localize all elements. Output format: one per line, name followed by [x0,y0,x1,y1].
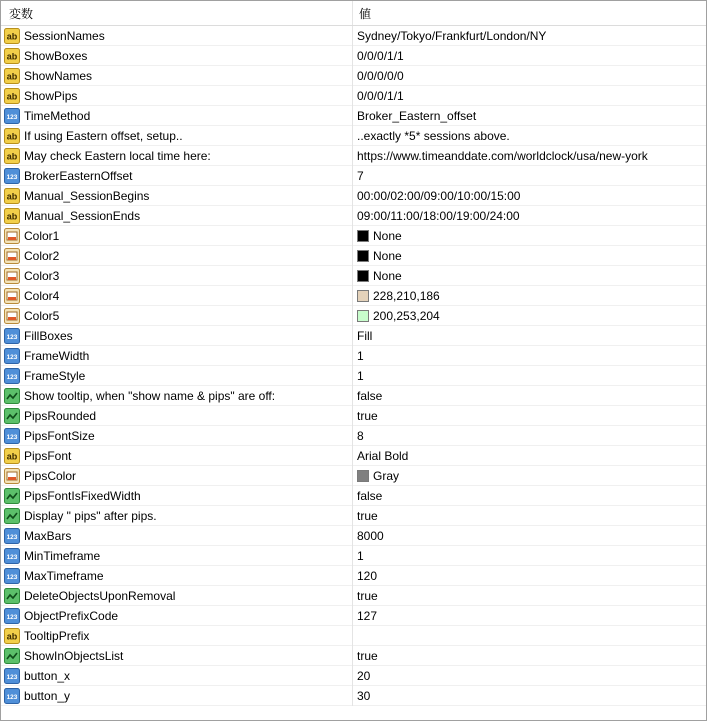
variable-name: May check Eastern local time here: [24,149,211,163]
variable-name: button_y [24,689,71,703]
table-row[interactable] [1,606,706,626]
svg-text:ab: ab [6,211,18,222]
color-swatch[interactable] [357,290,369,302]
grid-body [1,26,706,706]
value-cell[interactable] [353,646,706,666]
bool-type-icon [4,388,20,404]
value-cell[interactable] [353,246,706,266]
variable-value[interactable]: 1 [357,349,364,363]
bool-type-icon [4,648,20,664]
variable-name: FillBoxes [24,329,73,343]
svg-text:ab: ab [6,91,18,102]
value-cell[interactable] [353,606,706,626]
value-cell[interactable] [353,686,706,706]
color-type-icon [4,308,20,324]
table-row[interactable] [1,106,706,126]
table-row[interactable] [1,386,706,406]
variable-cell [1,286,353,306]
variable-cell [1,466,353,486]
variable-name: PipsColor [24,469,77,483]
variable-value[interactable]: Sydney/Tokyo/Frankfurt/London/NY [357,29,547,43]
svg-text:123: 123 [6,374,18,381]
value-cell[interactable] [353,386,706,406]
svg-text:ab: ab [6,631,18,642]
value-cell[interactable] [353,306,706,326]
variable-cell [1,666,353,686]
svg-text:ab: ab [6,191,18,202]
table-row[interactable] [1,346,706,366]
table-row[interactable] [1,66,706,86]
value-cell[interactable] [353,326,706,346]
color-type-icon [4,228,20,244]
color-type-icon [4,248,20,264]
variable-cell [1,446,353,466]
grid-header [1,1,706,26]
value-cell[interactable] [353,506,706,526]
bool-type-icon [4,408,20,424]
variable-cell [1,226,353,246]
integer-type-icon [4,608,20,624]
svg-text:ab: ab [6,151,18,162]
table-row[interactable] [1,686,706,706]
variable-cell [1,566,353,586]
svg-text:123: 123 [6,694,18,701]
color-swatch[interactable] [357,270,369,282]
table-row[interactable] [1,86,706,106]
variable-value[interactable]: 09:00/11:00/18:00/19:00/24:00 [357,209,520,223]
bool-type-icon [4,508,20,524]
variable-cell [1,146,353,166]
variable-cell [1,626,353,646]
table-row[interactable] [1,406,706,426]
svg-text:123: 123 [6,334,18,341]
value-cell[interactable] [353,446,706,466]
variable-cell [1,546,353,566]
variable-value[interactable]: 228,210,186 [373,289,440,303]
svg-text:ab: ab [6,451,18,462]
table-row[interactable] [1,426,706,446]
variable-name: ShowInObjectsList [24,649,124,663]
color-swatch[interactable] [357,470,369,482]
value-cell[interactable] [353,346,706,366]
variable-name: If using Eastern offset, setup.. [24,129,183,143]
svg-text:123: 123 [6,574,18,581]
variable-value[interactable]: 0/0/0/0/0 [357,69,404,83]
variable-value[interactable]: 30 [357,689,371,703]
integer-type-icon [4,168,20,184]
integer-type-icon [4,368,20,384]
variable-cell [1,326,353,346]
variable-name: PipsFont [24,449,72,463]
table-row[interactable] [1,506,706,526]
table-row[interactable] [1,446,706,466]
string-type-icon [4,128,20,144]
table-row[interactable] [1,26,706,46]
table-row[interactable] [1,586,706,606]
variable-value[interactable]: true [357,589,378,603]
variable-value[interactable]: 7 [357,169,364,183]
value-cell[interactable] [353,586,706,606]
variable-cell [1,426,353,446]
color-swatch[interactable] [357,250,369,262]
variable-value[interactable]: 20 [357,669,371,683]
table-row[interactable] [1,146,706,166]
color-type-icon [4,468,20,484]
variable-value[interactable]: false [357,389,383,403]
variable-name: MaxBars [24,529,72,543]
value-cell[interactable] [353,526,706,546]
variable-cell [1,646,353,666]
integer-type-icon [4,668,20,684]
table-row[interactable] [1,566,706,586]
value-cell[interactable] [353,226,706,246]
value-cell[interactable] [353,106,706,126]
variable-cell [1,506,353,526]
variable-name: Color4 [24,289,60,303]
variable-cell [1,186,353,206]
integer-type-icon [4,428,20,444]
variable-value[interactable]: https://www.timeanddate.com/worldclock/usa/new-york [357,149,648,163]
integer-type-icon [4,548,20,564]
integer-type-icon [4,108,20,124]
svg-text:123: 123 [6,174,18,181]
svg-text:123: 123 [6,354,18,361]
table-row[interactable] [1,166,706,186]
variable-cell [1,66,353,86]
value-cell[interactable] [353,146,706,166]
variable-value[interactable]: 1 [357,549,364,563]
string-type-icon [4,188,20,204]
variable-cell [1,26,353,46]
value-cell[interactable] [353,666,706,686]
color-type-icon [4,288,20,304]
variable-name: Color1 [24,229,60,243]
variable-value[interactable]: ..exactly *5* sessions above. [357,129,510,143]
variable-value[interactable]: None [373,229,402,243]
table-row[interactable] [1,526,706,546]
variable-cell [1,46,353,66]
value-cell[interactable] [353,126,706,146]
variable-value[interactable]: 00:00/02:00/09:00/10:00/15:00 [357,189,521,203]
variable-name: MinTimeframe [24,549,101,563]
variable-name: PipsFontIsFixedWidth [24,489,141,503]
integer-type-icon [4,348,20,364]
variable-name: MaxTimeframe [24,569,104,583]
variable-cell [1,86,353,106]
variable-cell [1,406,353,426]
variable-name: BrokerEasternOffset [24,169,133,183]
table-row[interactable] [1,306,706,326]
table-row[interactable] [1,486,706,506]
variable-name: ShowPips [24,89,78,103]
variable-value[interactable]: 1 [357,369,364,383]
table-row[interactable] [1,466,706,486]
value-cell[interactable] [353,166,706,186]
table-row[interactable] [1,646,706,666]
value-cell[interactable] [353,426,706,446]
variable-name: ObjectPrefixCode [24,609,119,623]
variable-name: Display " pips" after pips. [24,509,157,523]
variable-value[interactable]: true [357,409,378,423]
integer-type-icon [4,528,20,544]
string-type-icon [4,448,20,464]
value-cell[interactable] [353,26,706,46]
value-cell[interactable] [353,566,706,586]
variable-value[interactable]: Fill [357,329,373,343]
value-cell[interactable] [353,86,706,106]
variable-name: ShowBoxes [24,49,88,63]
variable-name: Color2 [24,249,60,263]
variable-name: Manual_SessionBegins [24,189,150,203]
string-type-icon [4,628,20,644]
variable-name: button_x [24,669,71,683]
column-header-variable[interactable]: 変数 [1,1,353,25]
variable-cell [1,306,353,326]
string-type-icon [4,28,20,44]
variable-cell [1,606,353,626]
value-cell[interactable] [353,546,706,566]
variable-cell [1,486,353,506]
svg-text:ab: ab [6,51,18,62]
svg-text:123: 123 [6,114,18,121]
value-cell[interactable] [353,46,706,66]
variable-name: DeleteObjectsUponRemoval [24,589,176,603]
string-type-icon [4,48,20,64]
integer-type-icon [4,568,20,584]
variable-value[interactable]: None [373,269,402,283]
variable-name: Show tooltip, when "show name & pips" are off: [24,389,276,403]
table-row[interactable] [1,186,706,206]
table-row[interactable] [1,46,706,66]
variable-cell [1,266,353,286]
svg-text:123: 123 [6,674,18,681]
variable-value[interactable]: Gray [373,469,400,483]
table-row[interactable] [1,226,706,246]
variable-name: TimeMethod [24,109,91,123]
value-cell[interactable] [353,626,706,646]
variable-value[interactable]: Arial Bold [357,449,409,463]
bool-type-icon [4,488,20,504]
value-cell[interactable] [353,66,706,86]
variable-name: FrameWidth [24,349,90,363]
table-row[interactable] [1,206,706,226]
variable-cell [1,526,353,546]
variable-name: SessionNames [24,29,105,43]
color-type-icon [4,268,20,284]
table-row[interactable] [1,326,706,346]
variable-name: FrameStyle [24,369,86,383]
svg-text:123: 123 [6,614,18,621]
value-cell[interactable] [353,266,706,286]
svg-text:ab: ab [6,31,18,42]
variable-value[interactable]: 200,253,204 [373,309,440,323]
table-row[interactable] [1,286,706,306]
value-cell[interactable] [353,486,706,506]
string-type-icon [4,88,20,104]
variable-value[interactable]: false [357,489,383,503]
variable-cell [1,586,353,606]
string-type-icon [4,148,20,164]
integer-type-icon [4,688,20,704]
color-swatch[interactable] [357,310,369,322]
table-row[interactable] [1,366,706,386]
variable-name: PipsFontSize [24,429,95,443]
variable-cell [1,686,353,706]
variable-cell [1,106,353,126]
table-row[interactable] [1,666,706,686]
string-type-icon [4,208,20,224]
value-cell[interactable] [353,206,706,226]
value-cell[interactable] [353,466,706,486]
table-row[interactable] [1,126,706,146]
variable-cell [1,166,353,186]
variable-name: Manual_SessionEnds [24,209,141,223]
variable-name: Color3 [24,269,60,283]
variable-value[interactable]: None [373,249,402,263]
variable-value[interactable]: 0/0/0/1/1 [357,49,404,63]
variable-value[interactable]: 127 [357,609,378,623]
svg-text:123: 123 [6,554,18,561]
value-cell[interactable] [353,366,706,386]
variable-cell [1,246,353,266]
variable-value[interactable]: 0/0/0/1/1 [357,89,404,103]
variable-cell [1,126,353,146]
svg-text:ab: ab [6,71,18,82]
variable-cell [1,366,353,386]
svg-text:123: 123 [6,434,18,441]
value-cell[interactable] [353,186,706,206]
bool-type-icon [4,588,20,604]
svg-text:ab: ab [6,131,18,142]
variable-value[interactable]: true [357,509,378,523]
string-type-icon [4,68,20,84]
variable-name: ShowNames [24,69,93,83]
variable-name: TooltipPrefix [24,629,90,643]
variable-value[interactable]: 8 [357,429,364,443]
variable-name: Color5 [24,309,60,323]
value-cell[interactable] [353,406,706,426]
color-swatch[interactable] [357,230,369,242]
variable-name: PipsRounded [24,409,97,423]
variable-value[interactable]: 8000 [357,529,384,543]
table-row[interactable] [1,546,706,566]
integer-type-icon [4,328,20,344]
table-row[interactable] [1,626,706,646]
variable-value[interactable]: true [357,649,378,663]
variable-cell [1,386,353,406]
variable-value[interactable]: 120 [357,569,378,583]
variable-value[interactable]: Broker_Eastern_offset [357,109,477,123]
table-row[interactable] [1,246,706,266]
variable-cell [1,346,353,366]
variable-cell [1,206,353,226]
column-header-value[interactable]: 値 [359,6,372,21]
table-row[interactable] [1,266,706,286]
svg-text:123: 123 [6,534,18,541]
value-cell[interactable] [353,286,706,306]
